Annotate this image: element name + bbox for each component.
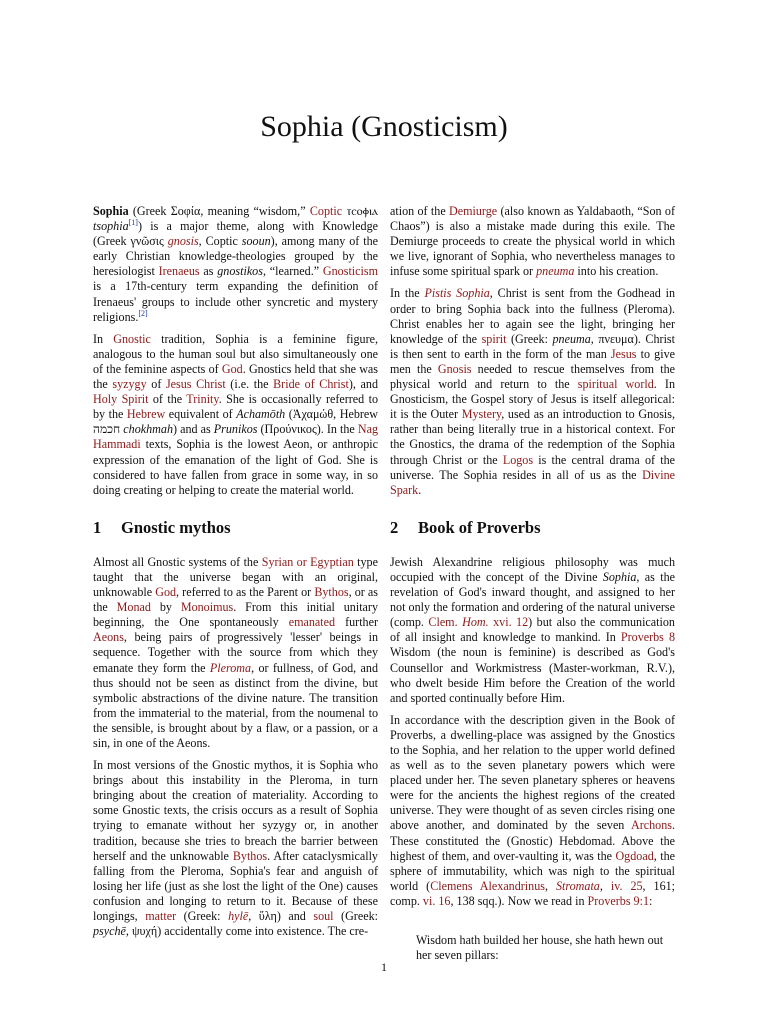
text: , πνευμα). Christ is then sent to earth in the form of the man: [390, 331, 676, 361]
text: In most versions of the Gnostic mythos, it is Sophia who brings about this instability in the Pleroma, in turn bringing about the creation of materiality. According to some Gnostic texts, the crisis occurs as a result of Sophia trying to emanate without her syzygy or, in another tradition, because she tries to breach the barrier between herself and the unknowable: [93, 758, 378, 863]
block-quote: Wisdom hath builded her house, she hath hewn out her seven pillars:: [416, 933, 664, 963]
text: Prunikos: [213, 422, 258, 437]
text: ), among many of the early Christian knowledge-theologies grouped by the heresiologist: [93, 234, 379, 279]
section-2-paragraph-2: [390, 713, 675, 909]
text: :: [649, 893, 653, 908]
link-gnosticism[interactable]: Gnosticism: [322, 264, 379, 279]
text: , referred to as the Parent or: [176, 585, 315, 600]
text: ) but also the communication of all insight and knowledge to mankind. In: [390, 615, 675, 645]
text: is a 17th-century term expanding the definition of Irenaeus' groups to include other syncretic and mystery religions.: [93, 279, 378, 324]
link-trinity[interactable]: Trinity: [186, 392, 219, 407]
link-matter[interactable]: matter: [145, 909, 177, 924]
link-gnosis[interactable]: gnosis: [167, 234, 199, 249]
link-god[interactable]: God: [221, 361, 243, 376]
link-iv-25[interactable]: iv. 25: [610, 878, 643, 893]
link-gnosis[interactable]: Gnosis: [437, 361, 472, 376]
citation-1-label[interactable]: [1]: [128, 218, 138, 228]
link-hebrew[interactable]: Hebrew: [126, 407, 166, 422]
link-ogdoad[interactable]: Ogdoad: [615, 848, 654, 863]
text: (Greek:: [333, 909, 378, 924]
link-holy-spirit[interactable]: Holy Spirit: [93, 392, 149, 407]
text: type taught that the universe began with an original, unknowable: [93, 554, 378, 600]
text: (Προύνικος). In the: [257, 422, 358, 437]
text: , the sphere of immutability, which was nigh to the spiritual world (: [390, 848, 675, 893]
link-soul[interactable]: soul: [313, 909, 334, 924]
link-pleroma[interactable]: Pleroma: [209, 660, 252, 675]
text: ,: [599, 878, 611, 893]
link-aeons[interactable]: Aeons: [93, 630, 124, 645]
section-1-title: Gnostic mythos: [121, 517, 231, 537]
text: Achamōth: [236, 407, 286, 422]
text: (i.e. the: [225, 377, 274, 392]
text: into his creation.: [574, 264, 659, 279]
text: , 161; comp.: [390, 878, 676, 908]
text: , or fullness, of God, and thus should not be seen as distinct from the divine, but symbolic abstractions of the divine nature. The transition from the immaterial to the material, from the noumenal to the sensible, is brought about by a flaw, or a passion, or a sin, in one of the Aeons.: [93, 660, 379, 750]
link-spirit[interactable]: spirit: [481, 331, 507, 346]
link-irenaeus[interactable]: Irenaeus: [158, 264, 200, 279]
text: is the central drama of the universe. The Sophia resides in all of us as the: [390, 452, 675, 482]
link-jesus-christ[interactable]: Jesus Christ: [165, 377, 226, 392]
text: chokhmah: [123, 422, 173, 437]
link-clemens-alexandrinus[interactable]: Clemens Alexandrinus: [430, 878, 545, 893]
right-column: [390, 204, 675, 963]
link-pistis-sophia[interactable]: Pistis Sophia: [424, 286, 490, 301]
link-demiurge[interactable]: Demiurge: [449, 204, 498, 218]
citation-1[interactable]: [129, 218, 138, 227]
section-1-heading: [93, 517, 378, 537]
text: . In Gnosticism, the Gospel story of Jesus is itself allegorical: it is the Outer: [390, 377, 676, 422]
section-2-paragraph-1: [390, 555, 675, 706]
text: texts, Sophia is the lowest Aeon, or anthropic expression of the emanation of the light of God. She is considered to have fallen from grace in some way, in so doing creating or helping to create the material world.: [93, 437, 378, 497]
text: ation of the: [390, 204, 450, 218]
text: , used as an introduction to Gnosis, rather than being literally true in a historical context. For the Gnostics, the drama of the redemption of the Sophia through Christ or the: [390, 407, 675, 467]
link-bride-of-christ[interactable]: Bride of Christ: [273, 377, 349, 392]
text: (Ἀχαμώθ, Hebrew חכמה: [93, 407, 379, 437]
text: ) is a major theme, along with Knowledge (Greek γνῶσις: [93, 219, 378, 249]
section-1-paragraph-4: [390, 286, 675, 497]
link-bythos[interactable]: Bythos: [314, 585, 349, 600]
section-2-number: 2: [390, 517, 399, 537]
link-monoimus[interactable]: Monoimus: [180, 600, 234, 615]
link-emanated[interactable]: emanated: [288, 615, 336, 630]
section-1-paragraph-1: [93, 555, 378, 751]
link-logos[interactable]: Logos: [502, 452, 534, 467]
link-nag-hammadi[interactable]: Nag Hammadi: [93, 422, 378, 452]
text: , ψυχή) accidentally come into existence. The cre-: [125, 924, 369, 939]
link-jesus[interactable]: Jesus: [610, 346, 637, 361]
link-hom[interactable]: Hom.: [462, 615, 489, 630]
link-coptic[interactable]: Coptic: [309, 204, 343, 218]
intro-paragraph-2: [93, 332, 378, 498]
text: tradition, Sophia is a feminine figure, analogous to the human soul but also simultaneously one of the feminine aspects of: [93, 331, 378, 376]
page-title: Sophia (Gnosticism): [260, 110, 508, 143]
text: pneuma: [552, 331, 591, 346]
intro-paragraph-1: [93, 204, 378, 325]
link-proverbs-8[interactable]: Proverbs 8: [620, 630, 675, 645]
link-syrian-or-egyptian[interactable]: Syrian or Egyptian: [261, 554, 354, 569]
text: . From this initial unitary beginning, the One spontaneously: [93, 600, 378, 630]
link-monad[interactable]: Monad: [116, 600, 151, 615]
page-number: 1: [381, 960, 387, 974]
text: needed to rescue themselves from the physical world and return to the: [390, 361, 675, 392]
text: , as the revelation of God's inward thought, and assigned to her not only the formation and ordering of the natural universe (comp.: [390, 569, 675, 630]
text: In: [93, 331, 114, 346]
text: , or as the: [93, 585, 378, 615]
citation-2-label[interactable]: [2]: [138, 308, 148, 318]
text: (Greek:: [506, 331, 553, 346]
lead-term: Sophia: [93, 204, 129, 218]
text: gnostikos: [217, 264, 263, 279]
text: . These constituted the (Gnostic) Hebdomad. Above the highest of them, and over-vaulting it, was the: [390, 818, 675, 863]
link-hyle[interactable]: hylē: [228, 909, 249, 924]
link-god[interactable]: God: [155, 585, 177, 600]
text: tsophia: [93, 219, 129, 234]
text: (Greek Σοφία, meaning “wisdom,”: [128, 204, 310, 218]
text: sooun: [241, 234, 271, 249]
citation-2[interactable]: [138, 309, 147, 318]
text: equivalent of: [165, 407, 237, 422]
text: , 138 sqq.). Now we read in: [450, 893, 588, 908]
text: of: [146, 377, 166, 392]
section-2-heading: [390, 517, 675, 537]
text: (Greek:: [176, 909, 229, 924]
text: as: [199, 264, 218, 279]
text: Wisdom (the noun is feminine) is described as God's Counsellor and Workmistress (Master-workman, R.V.), who dwelt beside Him before the Creation of the world and sported continually before Him.: [390, 645, 675, 705]
text: . Gnostics held that she was the: [93, 361, 379, 392]
text: ⲧⲥⲟⲫⲓⲁ: [342, 204, 378, 218]
text: , ὕλη) and: [248, 909, 314, 924]
text: In the: [390, 286, 425, 301]
text: . After cataclysmically falling from the Pleroma, Sophia's fear and anguish of losing her life (just as she lost the light of the One) causes confusion and longing to return to it. Because of these longings,: [93, 848, 378, 924]
text: Jewish Alexandrine religious philosophy was much occupied with the concept of the Divine: [390, 554, 675, 584]
link-vi-16[interactable]: vi. 16: [422, 893, 451, 908]
link-clem[interactable]: Clem.: [428, 615, 458, 630]
link-divine-spark[interactable]: Divine Spark: [390, 467, 675, 497]
text: (also known as Yaldabaoth, “Son of Chaos”) is also a mistake made during this exile. The Demiurge proceeds to create the physical world in which we live, ignorant of Sophia, who nevertheless manages to infuse some spiritual spark or: [390, 204, 675, 279]
link-gnostic[interactable]: Gnostic: [113, 331, 151, 346]
text: , “learned.”: [262, 264, 323, 279]
text: Almost all Gnostic systems of the: [93, 554, 262, 569]
text: Sophia: [602, 569, 637, 584]
link-mystery[interactable]: Mystery: [461, 407, 502, 422]
link-xvi-12[interactable]: xvi. 12: [493, 615, 529, 630]
text: of the: [148, 392, 187, 407]
section-2-title: Book of Proverbs: [418, 517, 541, 537]
link-proverbs-9-1[interactable]: Proverbs 9:1: [587, 893, 650, 908]
text: ,: [544, 878, 556, 893]
text: , Coptic: [198, 234, 242, 249]
text: ), and: [348, 377, 378, 392]
text: by: [150, 600, 181, 615]
text: ) and as: [173, 422, 214, 437]
section-1-paragraph-3: [390, 204, 675, 279]
text: In accordance with the description given in the Book of Proverbs, a dwelling-place was assigned by the Gnostics to the Sophia, and her relation to the upper world defined as well as to the seven planetary powers which were placed under her. The seven planetary spheres or heavens were for the ancients the highest regions of the created universe. They were thought of as seven circles rising one above another, and dominated by the seven: [390, 712, 675, 833]
link-stromata[interactable]: Stromata: [555, 878, 600, 893]
text: , Christ is sent from the Godhead in order to bring Sophia back into the fullness (Pleroma). Christ enables her to again see the light, bringing her knowledge of the: [390, 286, 675, 346]
link-syzygy[interactable]: syzygy: [112, 377, 147, 392]
text: psychē: [93, 924, 126, 939]
text: . She is occasionally referred to by the: [93, 392, 379, 422]
section-1-paragraph-2: [93, 758, 378, 939]
text: further: [335, 615, 378, 630]
text: to give men the: [390, 346, 675, 376]
link-archons[interactable]: Archons: [630, 818, 672, 833]
link-bythos[interactable]: Bythos: [232, 848, 268, 863]
left-column: [93, 204, 378, 946]
text: , being pairs of progressively 'lesser' beings in sequence. Together with the source from which they emanate they form the: [93, 630, 378, 675]
link-spiritual-world[interactable]: spiritual world: [577, 377, 654, 392]
text: .: [418, 482, 422, 497]
link-pneuma[interactable]: pneuma: [536, 264, 575, 279]
section-1-number: 1: [93, 517, 102, 537]
